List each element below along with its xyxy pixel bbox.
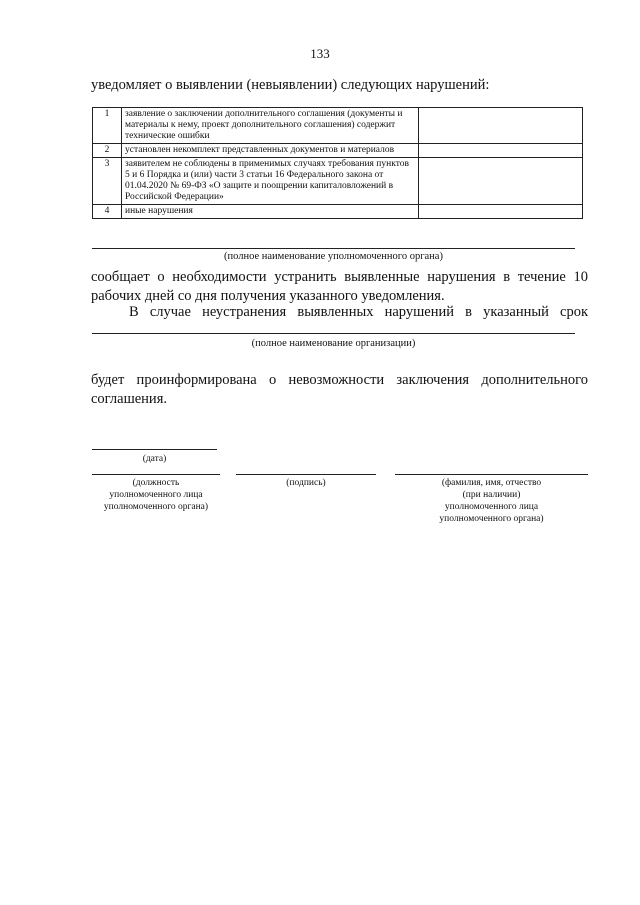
violation-number: 2 (93, 144, 122, 158)
intro-text: уведомляет о выявлении (невыявлении) следующих нарушений: (91, 77, 490, 93)
name-caption: (фамилия, имя, отчество (при наличии) уполномоченного лица уполномоченного органа) (439, 478, 544, 524)
signature-line (236, 474, 376, 475)
violation-note (419, 158, 583, 205)
informs-paragraph: сообщает о необходимости устранить выявленные нарушения в течение 10 рабочих дней со дня получения указанного уведомления. (91, 269, 588, 304)
violation-row (93, 144, 583, 158)
violations-table (92, 107, 583, 219)
signature-caption: (подпись) (286, 478, 326, 488)
violation-row (93, 205, 583, 219)
position-caption: (должность уполномоченного лица уполномоченного органа) (103, 478, 209, 512)
violation-row (93, 158, 583, 205)
violation-text: иные нарушения (122, 205, 419, 219)
will-be-informed-paragraph: будет проинформирована о невозможности заключения дополнительного соглашения. (91, 372, 588, 407)
position-line (92, 474, 220, 475)
violation-note (419, 108, 583, 144)
violation-note (419, 144, 583, 158)
violation-text: заявление о заключении дополнительного соглашения (документы и материалы к нему, проект дополнительного соглашения) содержит технические ошибки (122, 108, 419, 144)
violation-number: 3 (93, 158, 122, 205)
organization-caption: (полное наименование организации) (251, 338, 416, 349)
violation-text: установлен некомплект представленных документов и материалов (122, 144, 419, 158)
violation-number: 1 (93, 108, 122, 144)
page-number: 133 (310, 46, 330, 61)
date-line (92, 449, 217, 450)
name-line (395, 474, 588, 475)
organization-line (92, 333, 575, 334)
authority-caption: (полное наименование уполномоченного органа) (224, 251, 443, 262)
violation-row (93, 108, 583, 144)
violation-text: заявителем не соблюдены в применимых случаях требования пунктов 5 и 6 Порядка и (или) части 3 статьи 16 Федерального закона от 01.04.2020 № 69-ФЗ «О защите и поощрении капиталовложений в Российской Федерации» (122, 158, 419, 205)
case-paragraph: В случае неустранения выявленных нарушений в указанный срок (129, 304, 588, 320)
date-caption: (дата) (142, 454, 167, 464)
violation-note (419, 205, 583, 219)
authority-line (92, 248, 575, 249)
violation-number: 4 (93, 205, 122, 219)
